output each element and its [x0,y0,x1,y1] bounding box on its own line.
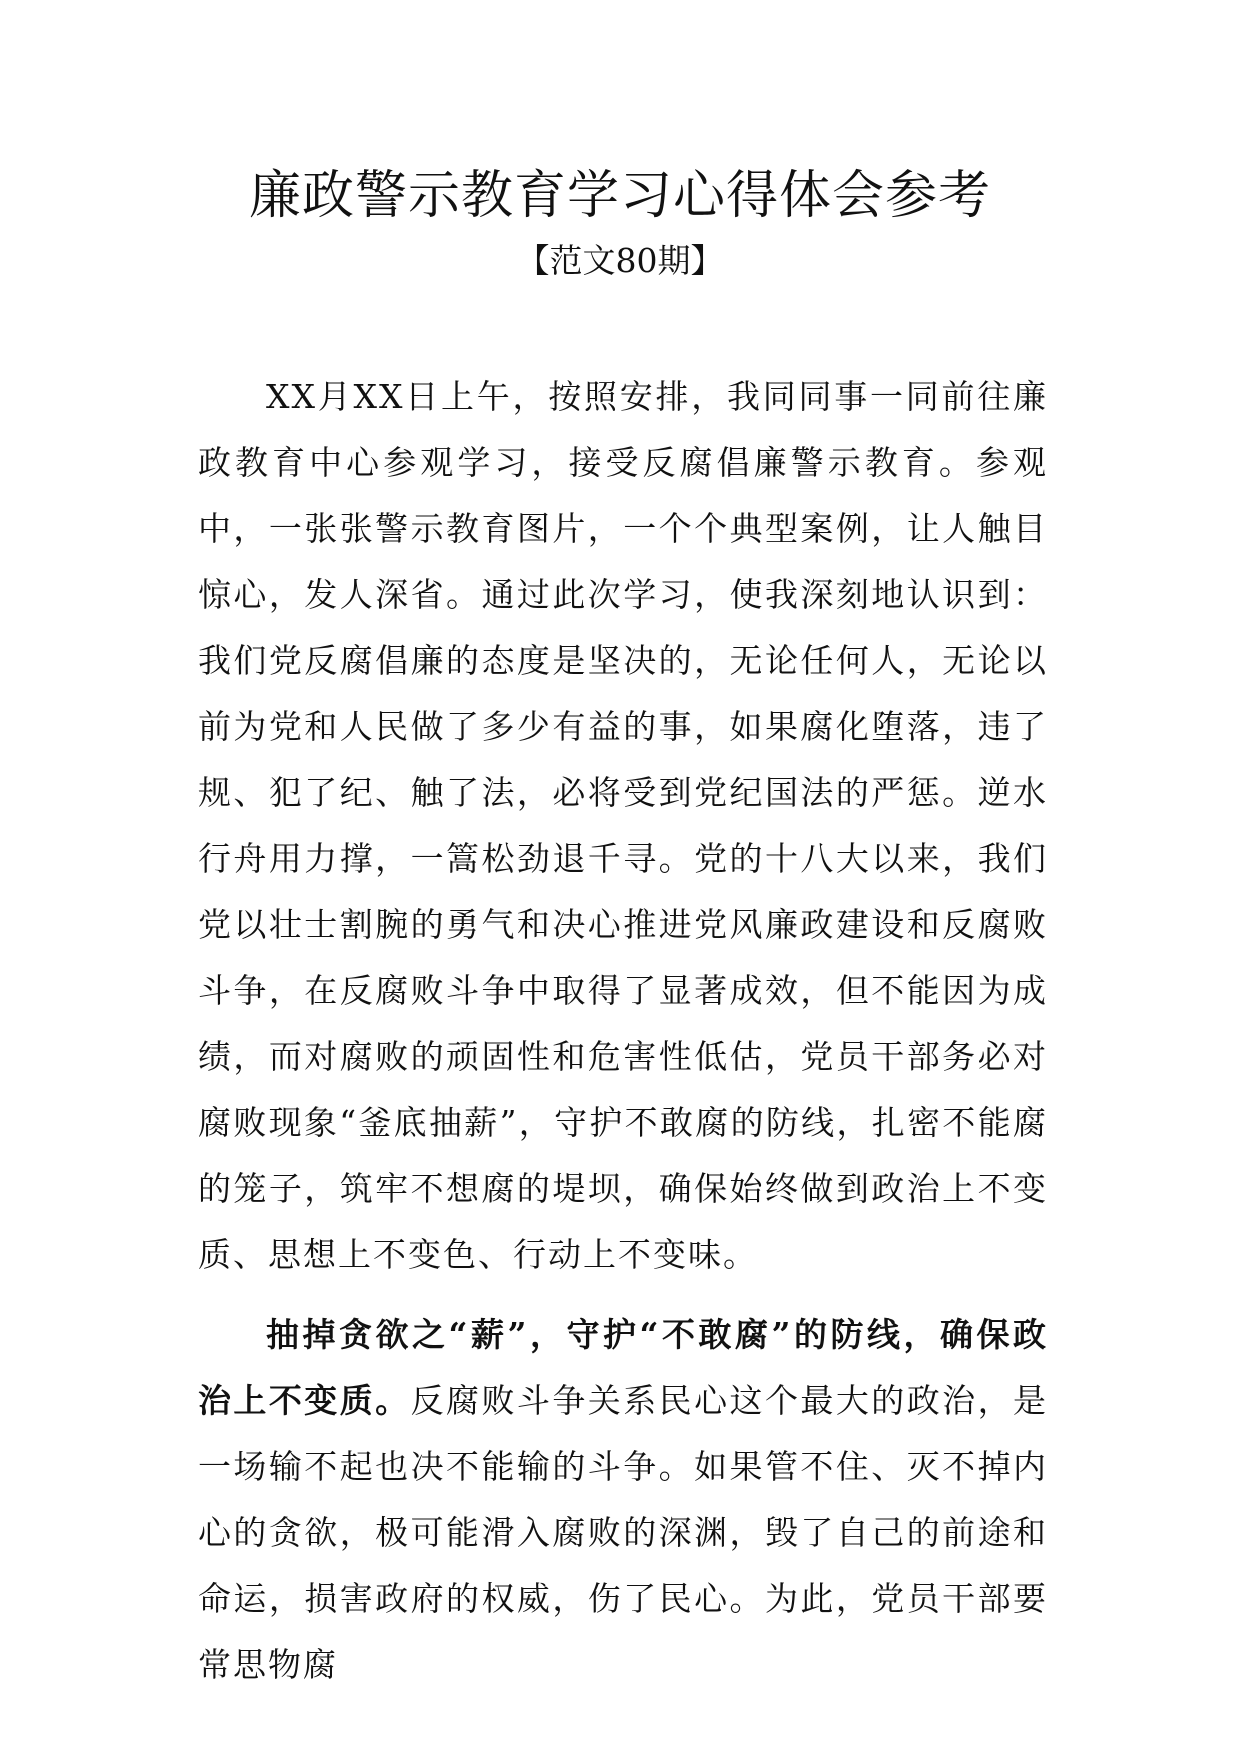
paragraph-text: 反腐败斗争关系民心这个最大的政治，是一场输不起也决不能输的斗争。如果管不住、灭不掉内心的贪欲，极可能滑入腐败的深渊，毁了自己的前途和命运，损害政府的权威，伤了民心。为此，党员干部要常思物腐 [198,1381,1049,1684]
body-paragraph [198,1302,1048,1698]
document-body [198,364,1048,1712]
paragraph-text: XX月XX日上午，按照安排，我同同事一同前往廉政教育中心参观学习，接受反腐倡廉警示教育。参观中，一张张警示教育图片，一个个典型案例，让人触目惊心，发人深省。通过此次学习，使我深刻地认识到：我们党反腐倡廉的态度是坚决的，无论任何人，无论以前为党和人民做了多少有益的事，如果腐化堕落，违了规、犯了纪、触了法，必将受到党纪国法的严惩。逆水行舟用力撑，一篙松劲退千寻。党的十八大以来，我们党以壮士割腕的勇气和决心推进党风廉政建设和反腐败斗争，在反腐败斗争中取得了显著成效，但不能因为成绩，而对腐败的顽固性和危害性低估，党员干部务必对腐败现象“釜底抽薪”，守护不敢腐的防线，扎密不能腐的笼子，筑牢不想腐的堤坝，确保始终做到政治上不变质、思想上不变色、行动上不变味。 [198,377,1048,1274]
document-title: 廉政警示教育学习心得体会参考 [248,166,991,226]
document-subtitle: 【范文80期】 [516,241,724,280]
paragraph-lead-text: 抽掉贪欲之“薪”，守护“不敢腐”的防线，确保政治上不变质。 [198,1315,1048,1420]
body-paragraph [198,364,1048,1288]
